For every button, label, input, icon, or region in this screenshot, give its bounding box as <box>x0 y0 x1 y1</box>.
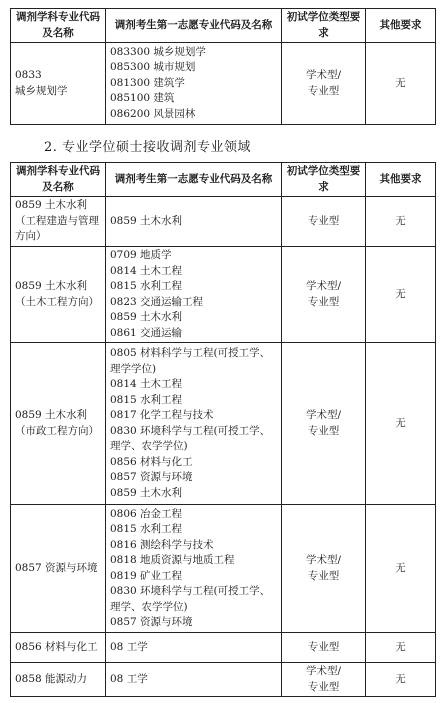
source-major: 0857 资源与环境 <box>110 471 193 483</box>
other-requirements-cell: 无 <box>366 197 436 247</box>
table-row <box>11 505 436 633</box>
target-major-cell: 0859 土木水利（市政工程方向） <box>11 343 106 505</box>
header-degree-type: 初试学位类型要求 <box>282 163 366 197</box>
source-majors-cell <box>106 663 282 697</box>
source-major: 0814 土木工程 <box>110 264 183 277</box>
degree-type-cell: 学术型/ 专业型 <box>282 43 366 125</box>
degree-type-cell: 学术型/ 专业型 <box>282 247 366 343</box>
target-major-code: 0833 <box>15 69 42 81</box>
source-major: 0823 交通运输工程 <box>110 295 204 308</box>
degree-type-cell: 学术型/ 专业型 <box>282 663 366 697</box>
source-major: 0859 土木水利 <box>110 214 183 227</box>
table-row <box>11 663 436 697</box>
table-header-row <box>11 163 436 197</box>
source-major: 083300 城乡规划学 <box>110 45 206 58</box>
source-major: 0818 地质资源与地质工程 <box>110 554 235 566</box>
target-major-cell: 0856 材料与化工 <box>11 633 106 663</box>
source-majors-cell <box>106 197 282 247</box>
source-majors-cell <box>106 505 282 633</box>
table-header-row <box>11 9 436 43</box>
header-degree-type: 初试学位类型要求 <box>282 9 366 43</box>
source-major: 0830 环境科学与工程(可授工学、理学、农学学位) <box>110 585 271 613</box>
degree-type-cell: 专业型 <box>282 197 366 247</box>
source-major: 0815 水利工程 <box>110 280 183 292</box>
source-major: 0816 测绘科学与技术 <box>110 538 214 551</box>
header-other-requirements: 其他要求 <box>366 163 436 197</box>
source-major: 0857 资源与环境 <box>110 616 193 628</box>
source-major: 085300 城市规划 <box>110 61 196 74</box>
other-requirements-cell: 无 <box>366 505 436 633</box>
other-requirements-cell: 无 <box>366 343 436 505</box>
source-major: 0859 土木水利 <box>110 311 183 323</box>
source-major: 0856 材料与化工 <box>110 455 193 468</box>
source-major: 0814 土木工程 <box>110 378 183 390</box>
table-row <box>11 343 436 505</box>
section-heading: 2. 专业学位硕士接收调剂专业领域 <box>44 140 252 155</box>
degree-type-cell: 学术型/ 专业型 <box>282 505 366 633</box>
source-major: 081300 建筑学 <box>110 76 185 89</box>
target-major-cell: 0859 土木水利（土木工程方向） <box>11 247 106 343</box>
source-major: 085100 建筑 <box>110 92 175 105</box>
target-major-name: 城乡规划学 <box>15 84 68 97</box>
target-major-cell <box>11 43 106 125</box>
header-first-choice-major: 调剂考生第一志愿专业代码及名称 <box>106 9 282 43</box>
header-target-major: 调剂学科专业代码及名称 <box>11 9 106 43</box>
header-first-choice-major: 调剂考生第一志愿专业代码及名称 <box>106 163 282 197</box>
other-requirements-cell: 无 <box>366 247 436 343</box>
source-major: 08 工学 <box>110 672 148 685</box>
degree-type-cell: 专业型 <box>282 633 366 663</box>
source-majors-cell <box>106 633 282 663</box>
source-major: 0815 水利工程 <box>110 393 183 406</box>
target-major-cell: 0858 能源动力 <box>11 663 106 697</box>
source-majors-cell <box>106 43 282 125</box>
source-major: 0709 地质学 <box>110 249 172 261</box>
source-major: 0805 材料科学与工程(可授工学、理学学位) <box>110 347 271 375</box>
target-major-cell: 0859 土木水利（工程建造与管理方向） <box>11 197 106 247</box>
degree-type-cell: 学术型/ 专业型 <box>282 343 366 505</box>
source-majors-cell <box>106 343 282 505</box>
table-row <box>11 43 436 125</box>
source-major: 0815 水利工程 <box>110 523 183 535</box>
source-major: 0859 土木水利 <box>110 486 183 499</box>
source-major: 0806 冶金工程 <box>110 507 183 520</box>
table-2 <box>10 162 436 697</box>
source-majors-cell <box>106 247 282 343</box>
source-major: 08 工学 <box>110 640 148 653</box>
header-target-major: 调剂学科专业代码及名称 <box>11 163 106 197</box>
source-major: 0817 化学工程与技术 <box>110 409 214 421</box>
other-requirements-cell: 无 <box>366 633 436 663</box>
table-1 <box>10 8 436 125</box>
source-major: 0861 交通运输 <box>110 326 183 339</box>
other-requirements-cell: 无 <box>366 663 436 697</box>
source-major: 0830 环境科学与工程(可授工学、理学、农学学位) <box>110 424 271 452</box>
table-row <box>11 633 436 663</box>
source-major: 086200 风景园林 <box>110 107 196 120</box>
source-major: 0819 矿业工程 <box>110 569 183 582</box>
header-other-requirements: 其他要求 <box>366 9 436 43</box>
other-requirements-cell: 无 <box>366 43 436 125</box>
table-row <box>11 247 436 343</box>
table-row <box>11 197 436 247</box>
target-major-cell: 0857 资源与环境 <box>11 505 106 633</box>
